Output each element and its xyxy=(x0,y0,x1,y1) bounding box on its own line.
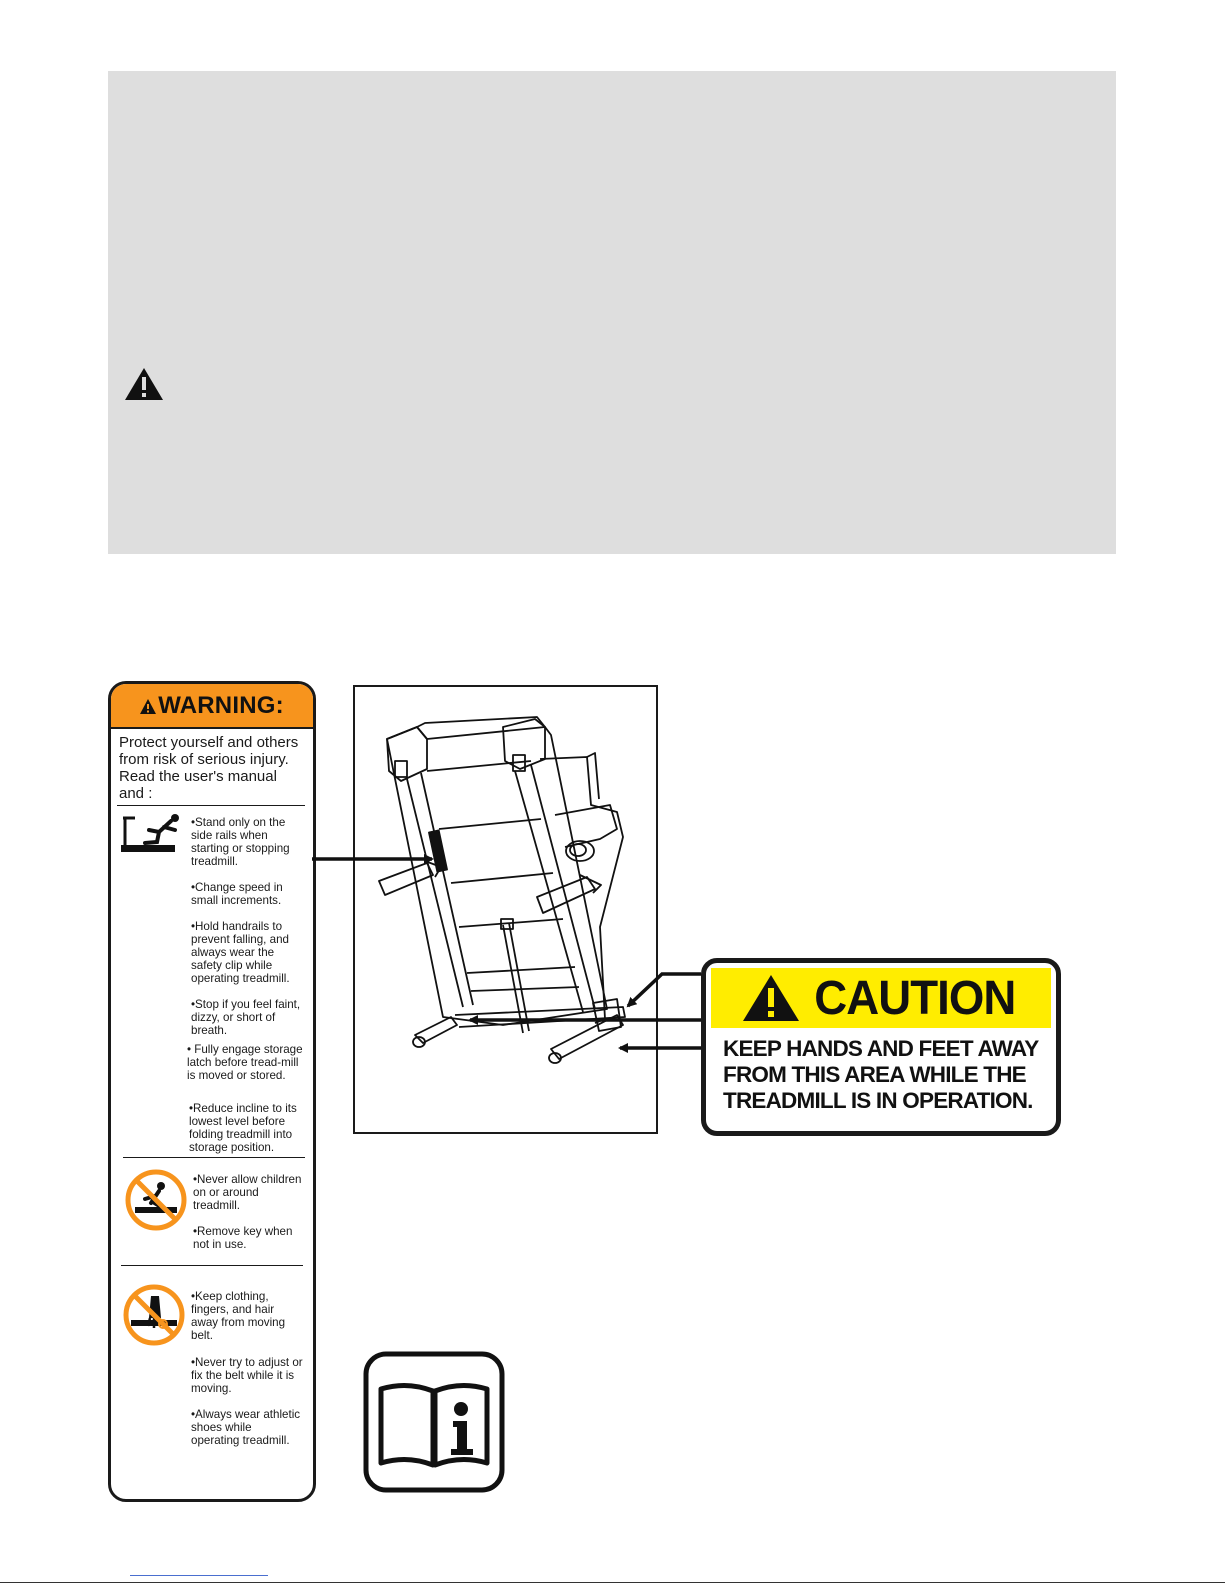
caution-title: CAUTION xyxy=(814,971,1016,1025)
warning-item: •Never allow children on or around treadmill. xyxy=(193,1173,302,1212)
warning-item: •Keep clothing, fingers, and hair away from moving belt. xyxy=(191,1290,286,1342)
read-manual-info-icon xyxy=(363,1351,505,1493)
footer-rule xyxy=(0,1582,1225,1583)
footer-link-underline xyxy=(130,1575,268,1576)
warning-item: •Always wear athletic shoes while operating treadmill. xyxy=(191,1408,301,1447)
caution-decal xyxy=(701,958,1061,1136)
warning-item: • Fully engage storage latch before tread-mill is moved or stored. xyxy=(187,1043,303,1082)
warning-item: •Reduce incline to its lowest level before folding treadmill into storage position. xyxy=(189,1102,297,1154)
warning-item: •Stand only on the side rails when starting or stopping treadmill. xyxy=(191,816,290,868)
no-children-icon xyxy=(125,1169,187,1231)
warning-divider xyxy=(123,1157,305,1158)
treadmill-illustration xyxy=(353,685,658,1134)
warning-item: •Stop if you feel faint, dizzy, or short of breath. xyxy=(191,998,301,1037)
warning-item: •Never try to adjust or fix the belt while it is moving. xyxy=(191,1356,303,1395)
caution-text: KEEP HANDS AND FEET AWAY FROM THIS AREA WHILE THE TREADMILL IS IN OPERATION. xyxy=(723,1036,1039,1113)
person-falling-treadmill-icon xyxy=(119,812,181,856)
caution-header xyxy=(711,968,1051,1028)
warning-intro: Protect yourself and others from risk of serious injury. Read the user's manual and : xyxy=(119,734,299,802)
warning-triangle-icon xyxy=(741,973,801,1023)
warning-divider xyxy=(121,1265,303,1266)
warning-header xyxy=(111,684,313,729)
no-hands-near-belt-icon xyxy=(123,1284,185,1346)
warning-divider xyxy=(117,805,305,806)
folded-treadmill-drawing xyxy=(355,687,656,1132)
warning-decal xyxy=(108,681,316,1502)
warning-triangle-icon xyxy=(140,699,156,714)
warning-item: •Hold handrails to prevent falling, and always wear the safety clip while operating treadmill. xyxy=(191,920,290,985)
warning-item: •Change speed in small increments. xyxy=(191,881,283,907)
warning-triangle-icon xyxy=(124,367,164,401)
warning-item: •Remove key when not in use. xyxy=(193,1225,293,1251)
warning-title: WARNING: xyxy=(158,691,284,719)
warning-panel xyxy=(108,71,1116,554)
